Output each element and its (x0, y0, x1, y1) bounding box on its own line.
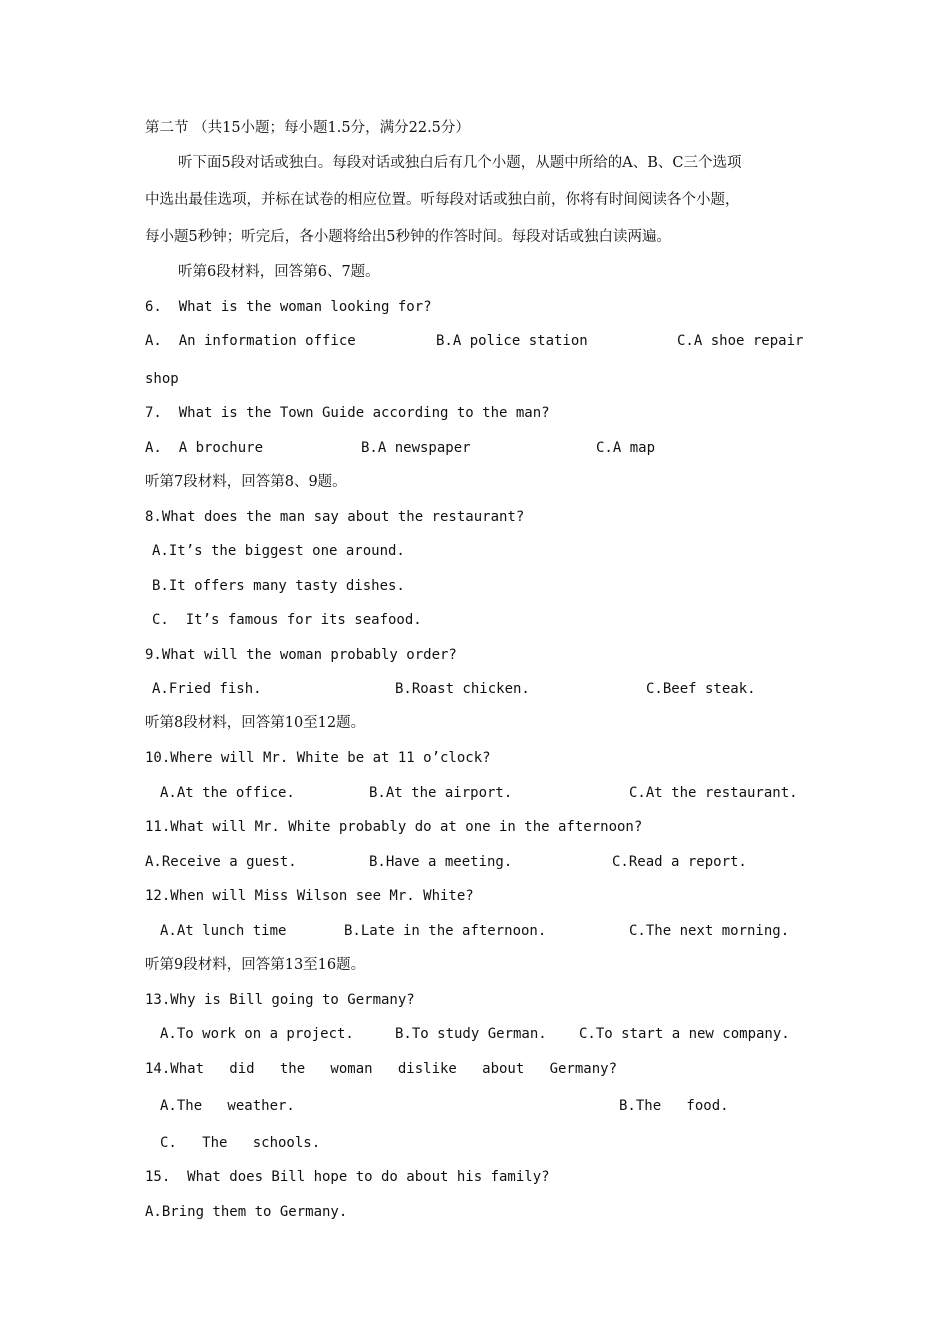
option-b: B.It offers many tasty dishes. (152, 578, 405, 594)
option-a: A. A brochure (145, 440, 264, 456)
question-stem: 6. What is the woman looking for? (145, 299, 432, 315)
instruction-line-3: 每小题5秒钟；听完后，各小题将给出5秒钟的作答时间。每段对话或独白读两遍。 (145, 229, 671, 245)
option-b: B.A police station (436, 333, 588, 349)
question-stem: 12.When will Miss Wilson see Mr. White? (145, 888, 474, 904)
option-b: B.To study German. (395, 1026, 547, 1042)
instruction-line-1: 听下面5段对话或独白。每段对话或独白后有几个小题，从题中所给的A、B、C三个选项 (178, 155, 742, 171)
question-stem: 7. What is the Town Guide according to the man? (145, 405, 550, 421)
option-c: C. It’s famous for its seafood. (152, 612, 422, 628)
option-a: A.Fried fish. (152, 681, 262, 697)
question-stem: 15. What does Bill hope to do about his family? (145, 1169, 550, 1185)
option-b: B.Roast chicken. (395, 681, 530, 697)
question-stem: 8.What does the man say about the restaurant? (145, 509, 525, 525)
question-stem: 14.What did the woman dislike about Germany? (145, 1061, 618, 1077)
option-c-wrap: shop (145, 371, 179, 387)
option-b: B.The food. (619, 1098, 729, 1114)
option-a: A.Receive a guest. (145, 854, 297, 870)
option-a: A.The weather. (160, 1098, 295, 1114)
question-stem: 10.Where will Mr. White be at 11 o’clock? (145, 750, 491, 766)
option-a: A.Bring them to Germany. (145, 1204, 348, 1220)
question-stem: 11.What will Mr. White probably do at one in the afternoon? (145, 819, 643, 835)
passage-label: 听第6段材料，回答第6、7题。 (178, 264, 380, 280)
option-c: C.The next morning. (629, 923, 790, 939)
option-b: B.At the airport. (369, 785, 513, 801)
option-c: C.Beef steak. (646, 681, 756, 697)
option-a: A.At the office. (160, 785, 295, 801)
option-a: A.To work on a project. (160, 1026, 354, 1042)
option-b: B.Have a meeting. (369, 854, 513, 870)
passage-label: 听第9段材料，回答第13至16题。 (145, 957, 366, 973)
instruction-line-2: 中选出最佳选项，并标在试卷的相应位置。听每段对话或独白前，你将有时间阅读各个小题， (145, 192, 740, 208)
question-stem: 9.What will the woman probably order? (145, 647, 457, 663)
question-stem: 13.Why is Bill going to Germany? (145, 992, 415, 1008)
option-a: A.It’s the biggest one around. (152, 543, 405, 559)
passage-label: 听第7段材料，回答第8、9题。 (145, 474, 347, 490)
option-a: A. An information office (145, 333, 356, 349)
option-c: C.At the restaurant. (629, 785, 798, 801)
option-c: C.Read a report. (612, 854, 747, 870)
option-c: C.A map (596, 440, 656, 456)
option-b: B.Late in the afternoon. (344, 923, 547, 939)
section-heading: 第二节 （共15小题；每小题1.5分，满分22.5分） (145, 120, 470, 136)
option-a: A.At lunch time (160, 923, 287, 939)
option-c: C. The schools. (160, 1135, 321, 1151)
option-b: B.A newspaper (361, 440, 471, 456)
option-c: C.To start a new company. (579, 1026, 790, 1042)
option-c: C.A shoe repair (677, 333, 804, 349)
passage-label: 听第8段材料，回答第10至12题。 (145, 715, 366, 731)
